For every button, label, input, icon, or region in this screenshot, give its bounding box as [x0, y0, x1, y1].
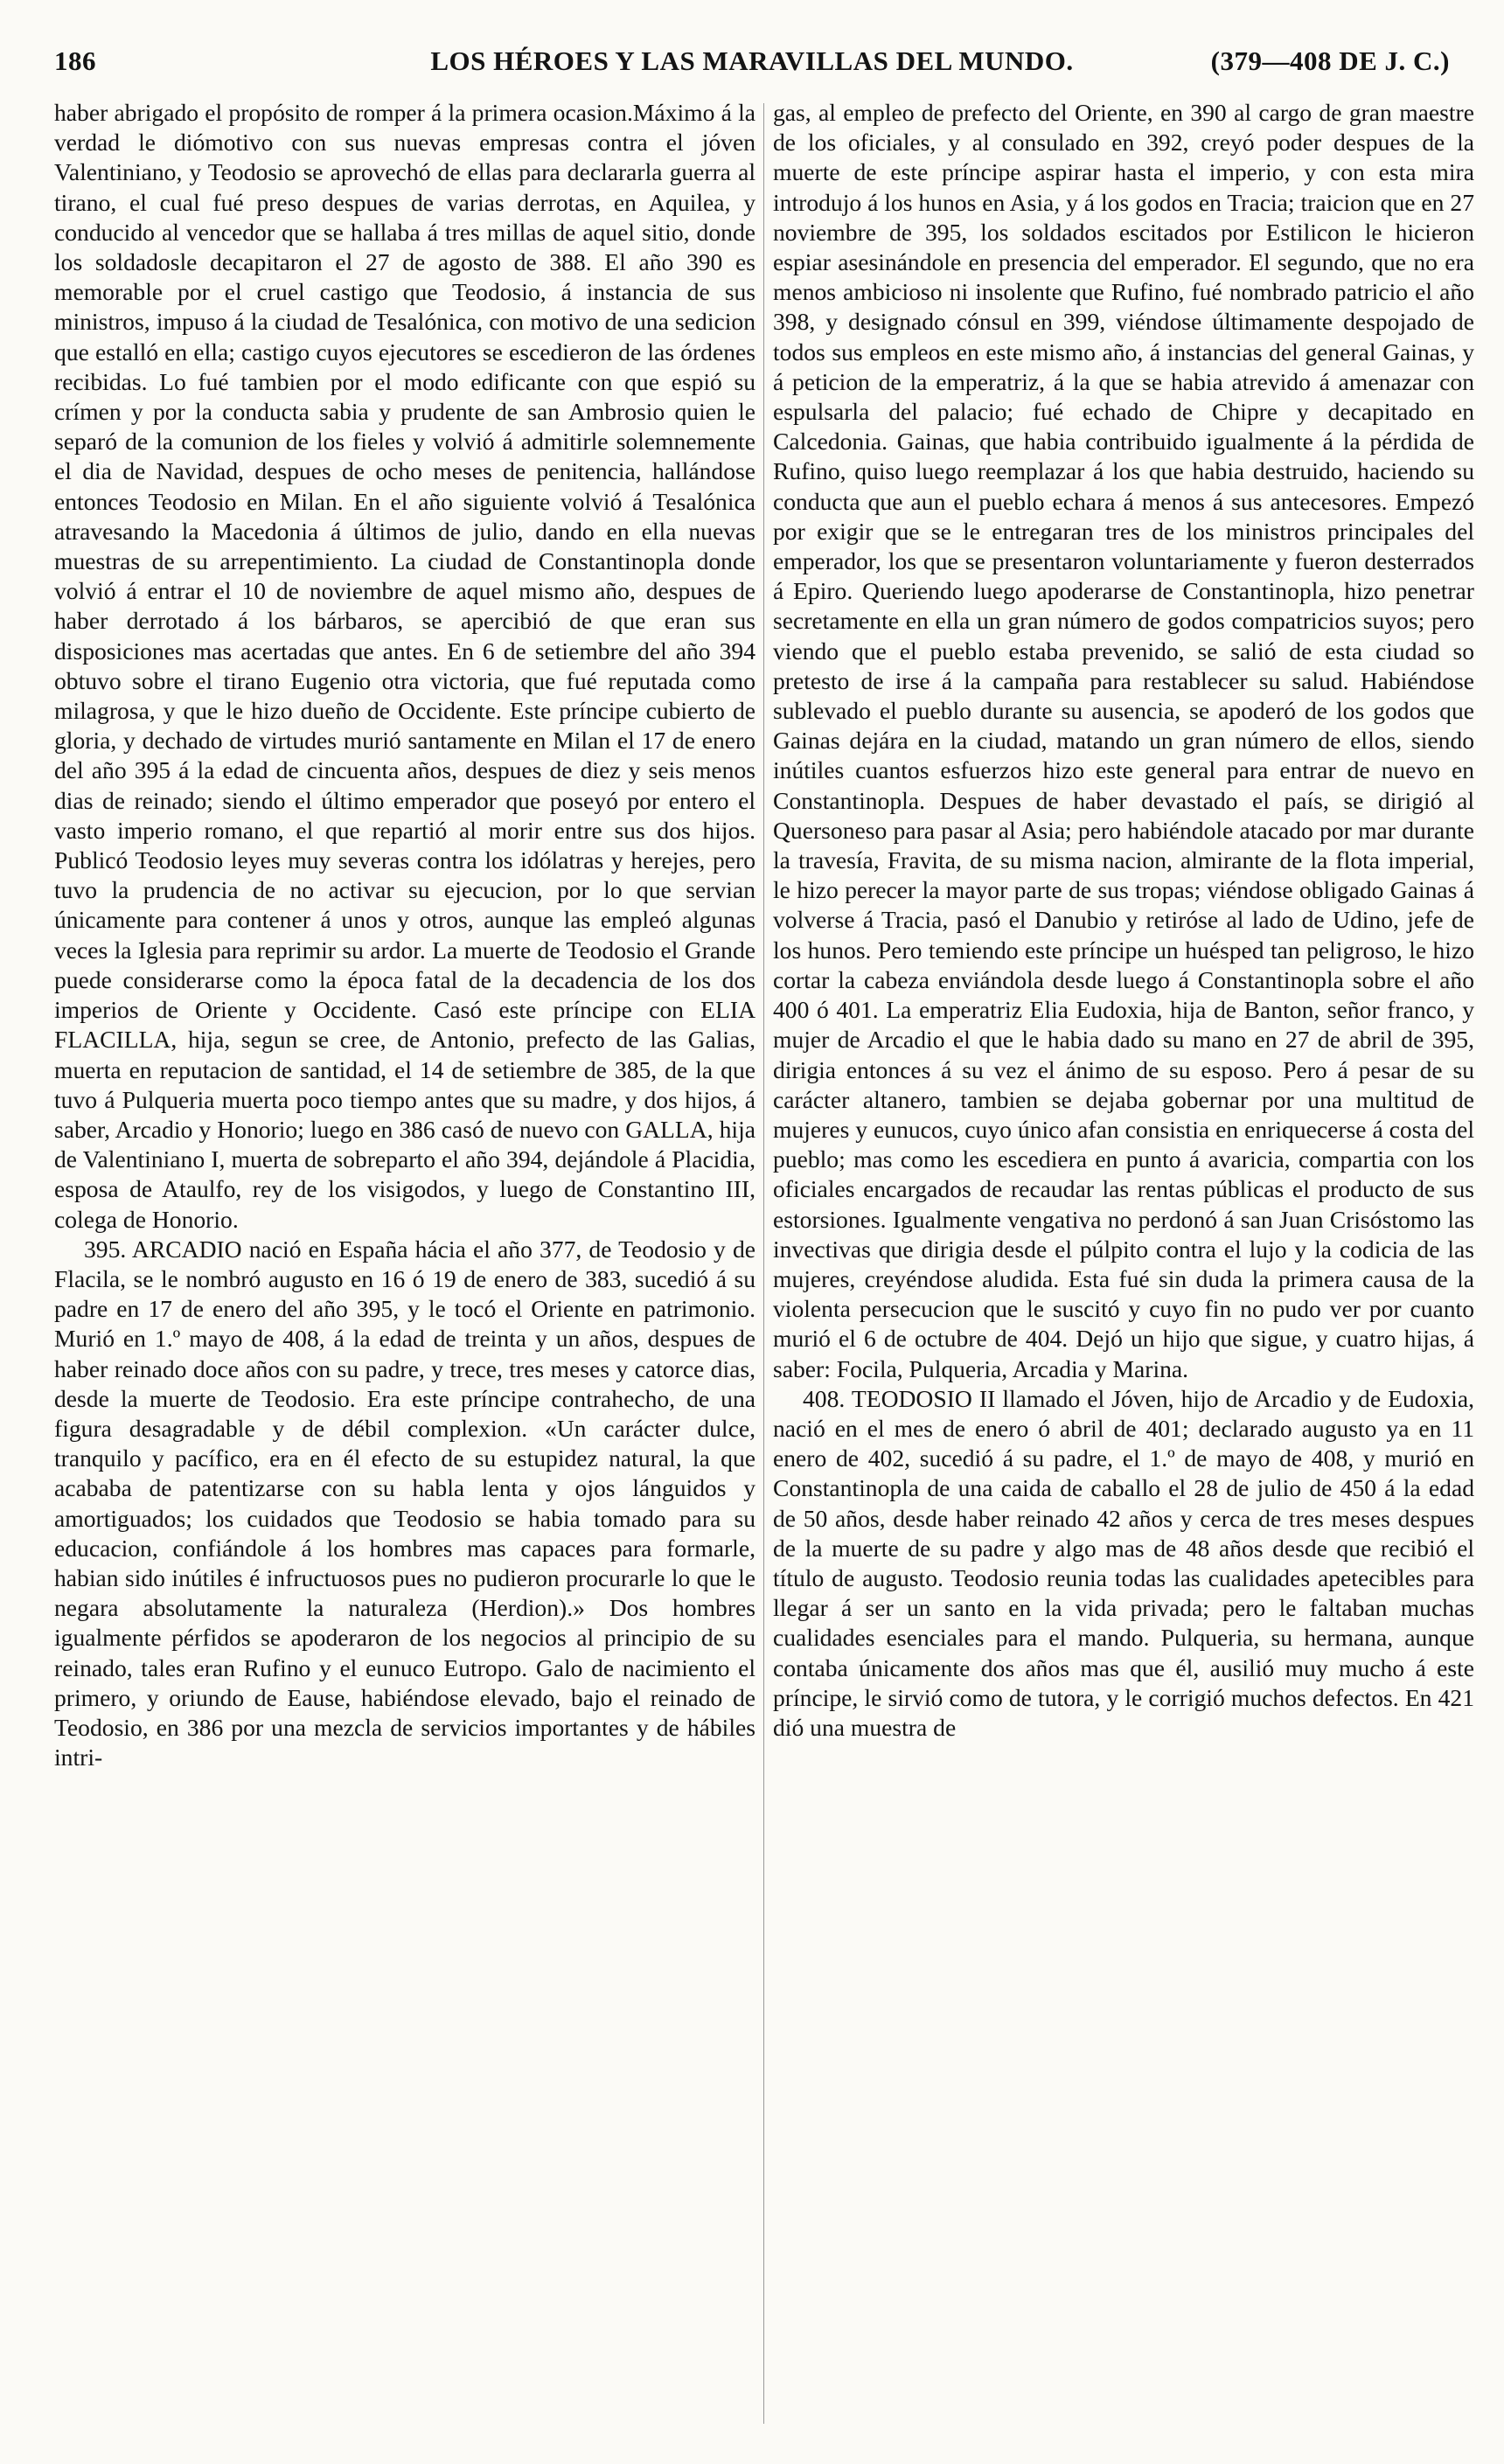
paragraph: gas, al empleo de prefecto del Oriente, en 390 al cargo de gran maestre de los oficiales, y al consulado en 392, creyó poder despues de la muerte de este príncipe aspirar hasta el imperio, y con esta mira introdujo á los hunos en Asia, y á los godos en Tracia; traicion que en 27 noviembre de 395, los soldados escitados por Estilicon le hicieron espiar asesinándole en presencia del emperador. El segundo, que no era menos ambicioso ni insolente que Rufino, fué nombrado patricio el año 398, y designado cónsul en 399, viéndose últimamente despojado de todos sus empleos en este mismo año, á instancias del general Gainas, y á peticion de la emperatriz, á la que se habia atrevido á amenazar con espulsarla del palacio; fué echado de Chipre y decapitado en Calcedonia. Gainas, que habia contribuido igualmente á la pérdida de Rufino, quiso luego reemplazar á los que habia destruido, haciendo su conducta que aun el pueblo echara á menos á sus antecesores. Empezó por exigir que se le entregaran tres de los ministros principales del emperador, los que se presentaron voluntariamente y fueron desterrados á Epiro. Queriendo luego apoderarse de Constantinopla, hizo penetrar secretamente en ella un gran número de godos compatricios suyos; pero viendo que el pueblo estaba prevenido, se salió de esta ciudad so pretesto de irse á la campaña para restablecer su salud. Habiéndose sublevado el pueblo durante su ausencia, se apoderó de los godos que Gainas dejára en la ciudad, matando un gran número de ellos, siendo inútiles cuantos esfuerzos hizo este general para entrar de nuevo en Constantinopla. Despues de haber devastado el país, se dirigió al Quersoneso para pasar al Asia; pero habiéndole atacado por mar durante la travesía, Fravita, de su misma nacion, almirante de la flota imperial, le hizo perecer la mayor parte de sus tropas; viéndose obligado Gainas á volverse á Tracia, pasó el Danubio y retiróse al lado de Udino, jefe de los hunos. Pero temiendo este príncipe un huésped tan peligroso, le hizo cortar la cabeza enviándola desde luego á Constantinopla sobre el año 400 ó 401. La emperatriz Elia Eudoxia, hija de Banton, señor franco, y mujer de Arcadio el que le habia dado su mano en 27 de abril de 395, dirigia entonces á su vez el ánimo de su esposo. Pero á pesar de su carácter altanero, tambien se dejaba gobernar por una multitud de mujeres y eunucos, cuyo único afan consistia en enriquecerse á costa del pueblo; mas como les escediera en punto á avaricia, compartia con los oficiales encargados de recaudar las rentas públicas el producto de sus estorsiones. Igualmente vengativa no perdonó á san Juan Crisóstomo las invectivas que dirigia desde el púlpito contra el lujo y la codicia de las mujeres, creyéndose aludida. Esta fué sin duda la primera causa de la violenta persecucion que le suscitó y cuyo fin no pudo ver por cuanto murió el 6 de octubre de 404. Dejó un hijo que sigue, y cuatro hijas, á saber: Focila, Pulqueria, Arcadia y Marina. [773, 99, 1474, 1382]
paragraph: 395. ARCADIO nació en España hácia el año 377, de Teodosio y de Flacila, se le nombró augusto en 16 ó 19 de enero de 383, sucedió á su padre en 17 de enero del año 395, y le tocó el Oriente en patrimonio. Murió en 1.º mayo de 408, á la edad de treinta y un años, despues de haber reinado doce años con su padre, y trece, tres meses y catorce dias, desde la muerte de Teodosio. Era este príncipe contrahecho, de una figura desagradable y de débil complexion. «Un carácter dulce, tranquilo y pacífico, era en él efecto de su estupidez natural, la que acababa de patentizarse con su habla lenta y ojos lánguidos y amortiguados; los cuidados que Teodosio se habia tomado para su educacion, confiándole á los hombres mas capaces para formarle, habian sido inútiles é infructuosos pues no pudieron procurarle lo que le negara absolutamente la naturaleza (Herdion).» Dos hombres igualmente pérfidos se apoderaron de los negocios al principio de su reinado, tales eran Rufino y el eunuco Eutropo. Galo de nacimiento el primero, y oriundo de Eause, habiéndose elevado, bajo el reinado de Teodosio, en 386 por una mezcla de servicios importantes y de hábiles intri- [54, 1235, 755, 1771]
paragraph: haber abrigado el propósito de romper á la primera ocasion.Máximo á la verdad le diómotivo con sus nuevas empresas contra el jóven Valentiniano, y Teodosio se aprovechó de ellas para declararla guerra al tirano, el cual fué preso despues de varias derrotas, en Aquilea, y conducido al vencedor que se hallaba á tres millas de aquel sitio, donde los soldadosle decapitaron el 27 de agosto de 388. El año 390 es memorable por el cruel castigo que Teodosio, á instancia de sus ministros, impuso á la ciudad de Tesalónica, con motivo de una sedicion que estalló en ella; castigo cuyos ejecutores se escedieron de las órdenes recibidas. Lo fué tambien por el modo edificante con que espió su crímen y por la conducta sabia y prudente de san Ambrosio quien le separó de la comunion de los fieles y volvió á admitirle solemnemente el dia de Navidad, despues de ocho meses de penitencia, hallándose entonces Teodosio en Milan. En el año siguiente volvió á Tesalónica atravesando la Macedonia á últimos de julio, dando en ella nuevas muestras de su arrepentimiento. La ciudad de Constantinopla donde volvió á entrar el 10 de noviembre de aquel mismo año, despues de haber derrotado á los bárbaros, se apercibió de que eran sus disposiciones mas acertadas que antes. En 6 de setiembre del año 394 obtuvo sobre el tirano Eugenio otra victoria, que fué reputada como milagrosa, y que le hizo dueño de Occidente. Este príncipe cubierto de gloria, y dechado de virtudes murió santamente en Milan el 17 de enero del año 395 á la edad de cincuenta años, despues de diez y seis menos dias de reinado; siendo el último emperador que poseyó por entero el vasto imperio romano, el que repartió al morir entre sus dos hijos. Publicó Teodosio leyes muy severas contra los idólatras y herejes, pero tuvo la prudencia de no activar su ejecucion, por lo que servian únicamente para contener á unos y otros, aunque las empleó algunas veces la Iglesia para reprimir su ardor. La muerte de Teodosio el Grande puede considerarse como la época fatal de la decadencia de los dos imperios de Oriente y Occidente. Casó este príncipe con ELIA FLACILLA, hija, segun se cree, de Antonio, prefecto de las Galias, muerta en reputacion de santidad, el 14 de setiembre de 385, de la que tuvo á Pulqueria muerta poco tiempo antes que su madre, y dos hijos, á saber, Arcadio y Honorio; luego en 386 casó de nuevo con GALLA, hija de Valentiniano I, muerta de sobreparto el año 394, dejándole á Placidia, esposa de Ataulfo, rey de los visigodos, y luego de Constantino III, colega de Honorio. [54, 99, 755, 1233]
date-range: (379—408 DE J. C.) [1210, 45, 1450, 76]
page-number: 186 [54, 45, 96, 76]
column-divider [763, 103, 764, 2424]
right-column [773, 98, 1474, 2429]
running-title: LOS HÉROES Y LAS MARAVILLAS DEL MUNDO. [430, 45, 1074, 76]
paragraph: 408. TEODOSIO II llamado el Jóven, hijo de Arcadio y de Eudoxia, nació en el mes de enero ó abril de 401; declarado augusto ya en 11 enero de 402, sucedió á su padre, el 1.º de mayo de 408, y murió en Constantinopla de una caida de caballo el 28 de julio de 450 á la edad de 50 años, desde haber reinado 42 años y cerca de tres meses despues de la muerte de su padre y algo mas de 48 años desde que recibió el título de augusto. Teodosio reunia todas las cualidades apetecibles para llegar á ser un santo en la vida privada; pero le faltaban muchas cualidades esenciales para el mando. Pulqueria, su hermana, aunque contaba únicamente dos años mas que él, ausilió muy mucho á este príncipe, le sirvió como de tutora, y le corrigió muchos defectos. En 421 dió una muestra de [773, 1384, 1474, 1741]
left-column [54, 98, 755, 2429]
page-header [54, 45, 1450, 89]
